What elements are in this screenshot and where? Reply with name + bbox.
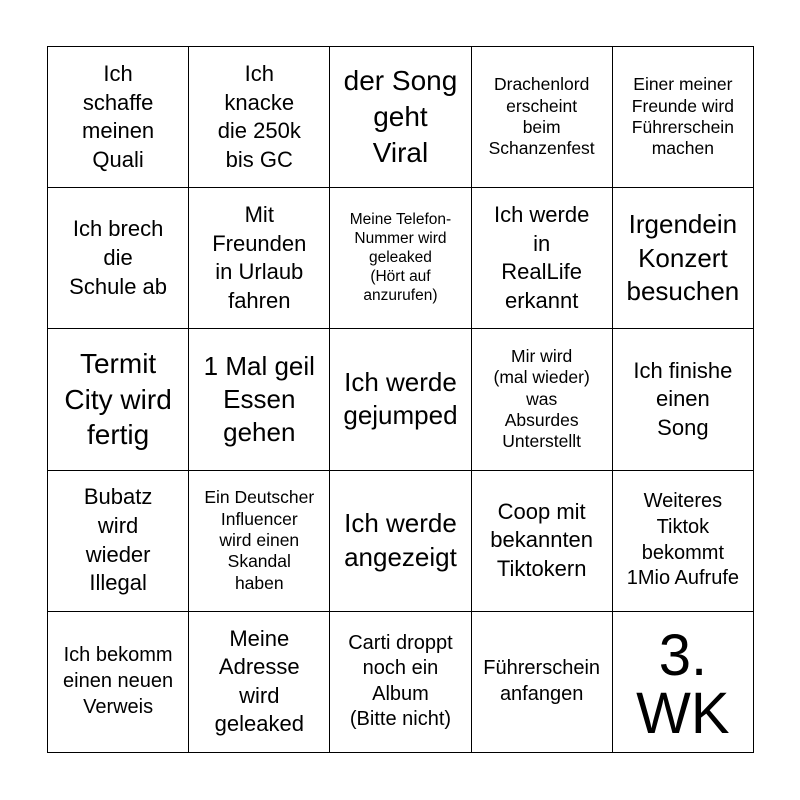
bingo-cell[interactable]: Ich bekomm einen neuen Verweis (48, 611, 189, 752)
bingo-row (48, 611, 754, 752)
bingo-cell[interactable]: Ich knacke die 250k bis GC (189, 47, 330, 188)
bingo-cell[interactable]: Termit City wird fertig (48, 329, 189, 470)
bingo-cell[interactable]: Ich brech die Schule ab (48, 188, 189, 329)
bingo-row (48, 47, 754, 188)
bingo-cell[interactable]: Ich werde gejumped (330, 329, 471, 470)
bingo-row (48, 329, 754, 470)
bingo-cell[interactable]: Meine Telefon- Nummer wird geleaked (Hört auf anzurufen) (330, 188, 471, 329)
bingo-row (48, 470, 754, 611)
bingo-cell[interactable]: Bubatz wird wieder Illegal (48, 470, 189, 611)
bingo-row (48, 188, 754, 329)
bingo-cell[interactable]: Mit Freunden in Urlaub fahren (189, 188, 330, 329)
bingo-cell[interactable]: Coop mit bekannten Tiktokern (471, 470, 612, 611)
bingo-cell[interactable]: der Song geht Viral (330, 47, 471, 188)
bingo-cell[interactable]: Ich finishe einen Song (612, 329, 753, 470)
bingo-cell[interactable]: Führerschein anfangen (471, 611, 612, 752)
bingo-cell[interactable]: Einer meiner Freunde wird Führerschein machen (612, 47, 753, 188)
bingo-cell[interactable]: Weiteres Tiktok bekommt 1Mio Aufrufe (612, 470, 753, 611)
bingo-cell[interactable]: 3. WK (612, 611, 753, 752)
bingo-cell[interactable]: Irgendein Konzert besuchen (612, 188, 753, 329)
bingo-cell[interactable]: Meine Adresse wird geleaked (189, 611, 330, 752)
bingo-cell[interactable]: Ich schaffe meinen Quali (48, 47, 189, 188)
bingo-cell[interactable]: Carti droppt noch ein Album (Bitte nicht) (330, 611, 471, 752)
bingo-cell[interactable]: Drachenlord erscheint beim Schanzenfest (471, 47, 612, 188)
bingo-cell[interactable]: Ich werde angezeigt (330, 470, 471, 611)
bingo-board (47, 46, 754, 753)
bingo-cell[interactable]: Mir wird (mal wieder) was Absurdes Unterstellt (471, 329, 612, 470)
bingo-cell[interactable]: Ich werde in RealLife erkannt (471, 188, 612, 329)
bingo-cell[interactable]: 1 Mal geil Essen gehen (189, 329, 330, 470)
bingo-cell[interactable]: Ein Deutscher Influencer wird einen Skandal haben (189, 470, 330, 611)
